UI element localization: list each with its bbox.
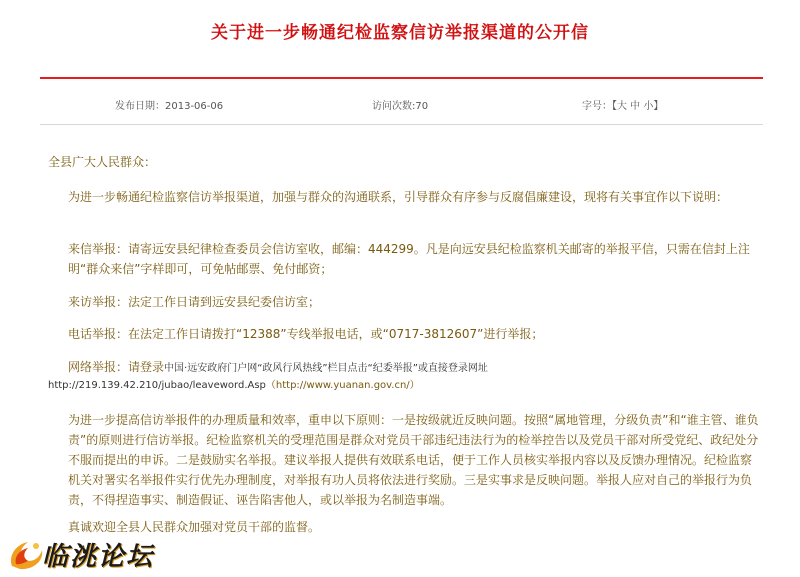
publish-date: 发布日期：2013-06-06 [115,101,224,112]
online-report-text: 中国·远安政府门户网“政风行风热线”栏目点击“纪委举报”或直接登录网址 [164,363,488,374]
letter-report-paragraph: 来信举报：请寄远安县纪律检查委员会信访室收，邮编：444299。凡是向远安县纪检监察机关邮寄的举报平信，只需在信封上注明“群众来信”字样即可，可免帖邮票、免付邮资； [68,242,750,276]
article-title: 关于进一步畅通纪检监察信访举报渠道的公开信 [211,23,589,43]
visit-report-paragraph: 来访举报：法定工作日请到远安县纪委信访室； [68,295,321,309]
gov-site-link[interactable]: （http://www.yuanan.gov.cn/） [265,380,420,391]
report-url-link[interactable]: http://219.139.42.210/jubao/leaveword.Asp [48,380,266,391]
closing-paragraph: 真诚欢迎全县人民群众加强对党员干部的监督。 [68,520,321,534]
flame-swirl-icon [6,536,46,572]
online-report-links [48,378,760,394]
principles-paragraph: 为进一步提高信访举报件的办理质量和效率，重申以下原则：一是按级就近反映问题。按照“属地管理，分级负责”和“谁主管、谁负责”的原则进行信访举报。纪检监察机关的受理范围是群众对党员干部违纪违法行为的检举控告以及党员干部对所受党纪、政纪处分不服而提出的申诉。二是鼓励实名举报。建议举报人提供有效联系电话，便于工作人员核实举报内容以及反馈办理情况。纪检监察机关对署实名举报件实行优先办理制度，对举报有功人员将依法进行奖励。三是实事求是反映问题。举报人应对自己的举报行为负责，不得捏造事实、制造假证、诬告陷害他人，或以举报为名制造事端。 [68,413,759,507]
greeting: 全县广大人民群众： [48,155,157,169]
font-size-selector[interactable]: 字号：【大 中 小】 [582,101,664,112]
online-report-prefix: 网络举报：请登录 [68,360,165,374]
meta-divider [40,124,763,125]
title-divider [40,77,763,79]
online-report-paragraph [48,357,760,379]
intro-paragraph: 为进一步畅通纪检监察信访举报渠道，加强与群众的沟通联系，引导群众有序参与反腐倡廉建设，现将有关事宜作以下说明： [68,190,729,204]
forum-watermark-logo [6,536,166,572]
watermark-text: 临洮论坛 [42,542,155,572]
phone-report-paragraph: 电话举报：在法定工作日请拨打“12388”专线举报电话，或“0717-3812607”进行举报； [68,327,544,341]
visit-count: 访问次数:70 [372,101,429,112]
